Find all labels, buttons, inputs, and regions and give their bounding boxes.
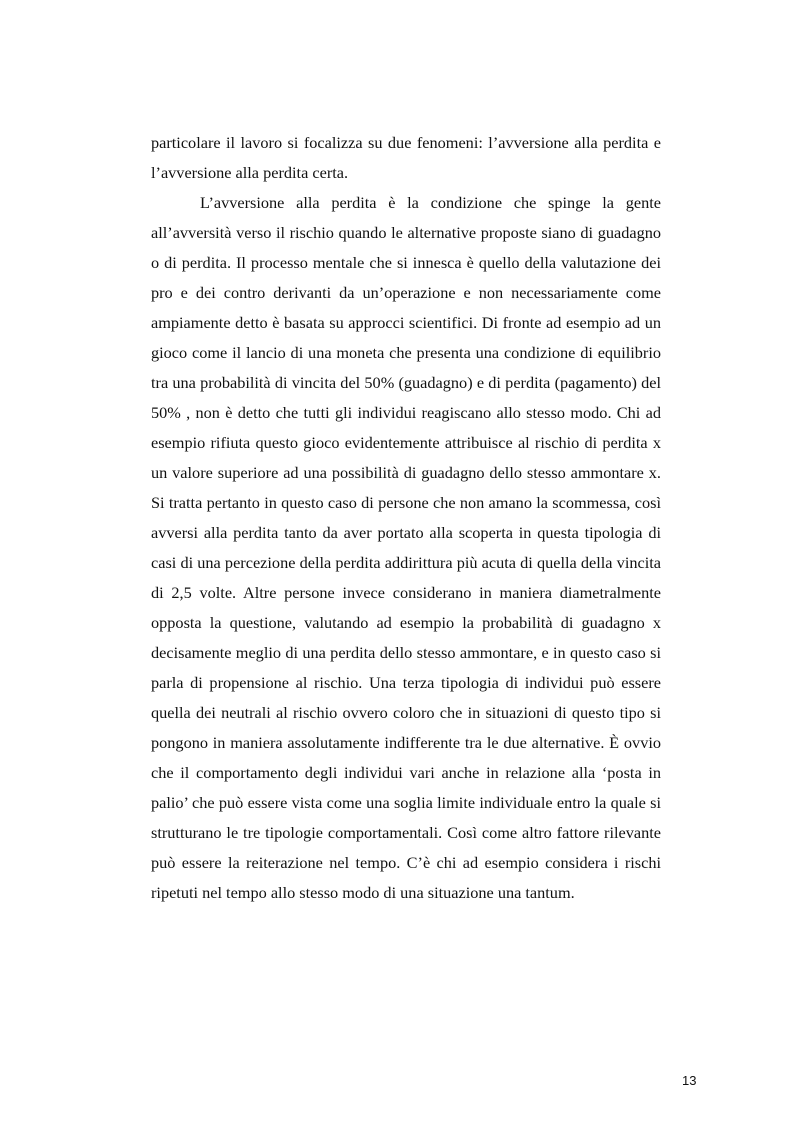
paragraph-loss-aversion: L’avversione alla perdita è la condizione che spinge la gente all’avversità verso il rischio quando le alternative proposte siano di guadagno o di perdita. Il processo mentale che si innesca è quello della valutazione dei pro e dei contro derivanti da un’operazione e non necessariamente come ampiamente detto è basata su approcci scientifici. Di fronte ad esempio ad un gioco come il lancio di una moneta che presenta una condizione di equilibrio tra una probabilità di vincita del 50% (guadagno) e di perdita (pagamento) del 50% , non è detto che tutti gli individui reagiscano allo stesso modo. Chi ad esempio rifiuta questo gioco evidentemente attribuisce al rischio di perdita x un valore superiore ad una possibilità di guadagno dello stesso ammontare x. Si tratta pertanto in questo caso di persone che non amano la scommessa, così avversi alla perdita tanto da aver portato alla scoperta in questa tipologia di casi di una percezione della perdita addirittura più acuta di quella della vincita di 2,5 volte. Altre persone invece considerano in maniera diametralmente opposta la questione, valutando ad esempio la probabilità di guadagno x decisamente meglio di una perdita dello stesso ammontare, e in questo caso si parla di propensione al rischio. Una terza tipologia di individui può essere quella dei neutrali al rischio ovvero coloro che in situazioni di questo tipo si pongono in maniera assolutamente indifferente tra le due alternative. È ovvio che il comportamento degli individui vari anche in relazione alla ‘posta in palio’ che può essere vista come una soglia limite individuale entro la quale si strutturano le tre tipologie comportamentali. Così come altro fattore rilevante può essere la reiterazione nel tempo. C’è chi ad esempio considera i rischi ripetuti nel tempo allo stesso modo di una situazione una tantum. [151, 193, 661, 902]
paragraph-continuation: particolare il lavoro si focalizza su due fenomeni: l’avversione alla perdita e l’avversione alla perdita certa. [151, 133, 661, 182]
page-number: 13 [682, 1073, 697, 1088]
body-text [151, 128, 661, 908]
